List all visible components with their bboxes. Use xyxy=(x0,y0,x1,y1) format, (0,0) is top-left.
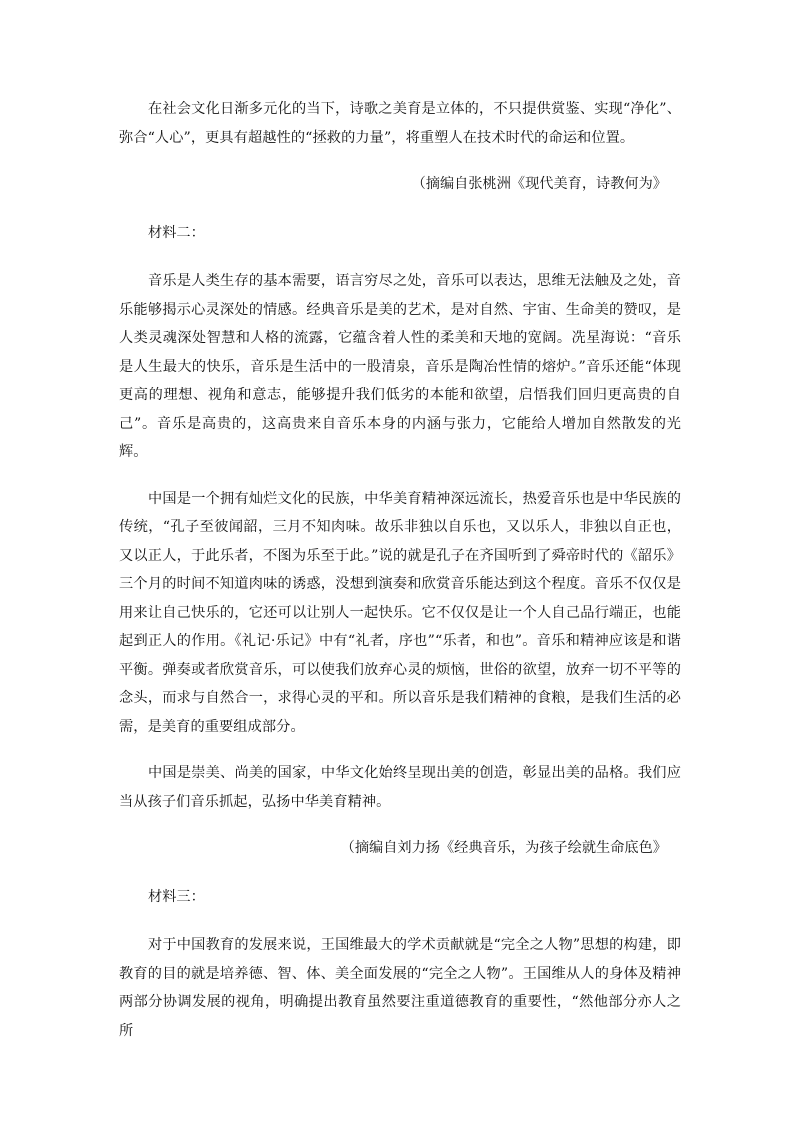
section-heading-material-3: 材料三： xyxy=(148,888,205,905)
paragraph-wang-guowei: 对于中国教育的发展来说，王国维最大的学术贡献就是“完全之人物”思想的构建，即教育的目的就是培养德、智、体、美全面发展的“完全之人物”。王国维从人的身体及精神两部分协调发展的视角，明确提出教育虽然要注重道德教育的重要性，“然他部分亦人之所 xyxy=(119,937,681,1039)
paragraph-music-need: 音乐是人类生存的基本需要，语言穷尽之处，音乐可以表达，思维无法触及之处，音乐能够揭示心灵深处的情感。经典音乐是美的艺术，是对自然、宇宙、生命美的赞叹，是人类灵魂深处智慧和人格的流露，它蕴含着人性的柔美和天地的宽阔。冼星海说：“音乐是人生最大的快乐，音乐是生活中的一股清泉，音乐是陶冶性情的熔炉。”音乐还能“体现更高的理想、视角和意志，能够提升我们低劣的本能和欲望，启悟我们回归更高贵的自己”。音乐是高贵的，这高贵来自音乐本身的内涵与张力，它能给人增加自然散发的光辉。 xyxy=(119,273,681,460)
paragraph-aesthetic-nation: 中国是崇美、尚美的国家，中华文化始终呈现出美的创造，彰显出美的品格。我们应当从孩子们音乐抓起，弘扬中华美育精神。 xyxy=(119,765,681,810)
source-citation-2: （摘编自刘力扬《经典音乐，为孩子绘就生命底色》 xyxy=(340,840,667,856)
section-heading-material-2: 材料二： xyxy=(148,224,205,241)
source-citation-1: （摘编自张桃洲《现代美育，诗教何为》 xyxy=(411,176,667,192)
paragraph-chinese-tradition: 中国是一个拥有灿烂文化的民族，中华美育精神深远流长，热爱音乐也是中华民族的传统，“孔子至彼闻韶，三月不知肉味。故乐非独以自乐也，又以乐人，非独以自正也，又以正人，于此乐者，不图为乐至于此。”说的就是孔子在齐国听到了舜帝时代的《韶乐》三个月的时间不知道肉味的诱惑，没想到演奏和欣赏音乐能达到这个程度。音乐不仅仅是用来让自己快乐的，它还可以让别人一起快乐。它不仅仅是让一个人自己品行端正，也能起到正人的作用。《礼记·乐记》中有“礼者，序也”“乐者，和也”。音乐和精神应该是和谐平衡。弹奏或者欣赏音乐，可以使我们放弃心灵的烦恼，世俗的欲望，放弃一切不平等的念头，而求与自然合一，求得心灵的平和。所以音乐是我们精神的食粮，是我们生活的必需，是美育的重要组成部分。 xyxy=(119,490,681,735)
document-body xyxy=(119,95,681,1045)
paragraph-poetry-aesthetic: 在社会文化日渐多元化的当下，诗歌之美育是立体的，不只提供赏鉴、实现“净化”、弥合“人心”，更具有超越性的“拯救的力量”，将重塑人在技术时代的命运和位置。 xyxy=(119,101,681,146)
